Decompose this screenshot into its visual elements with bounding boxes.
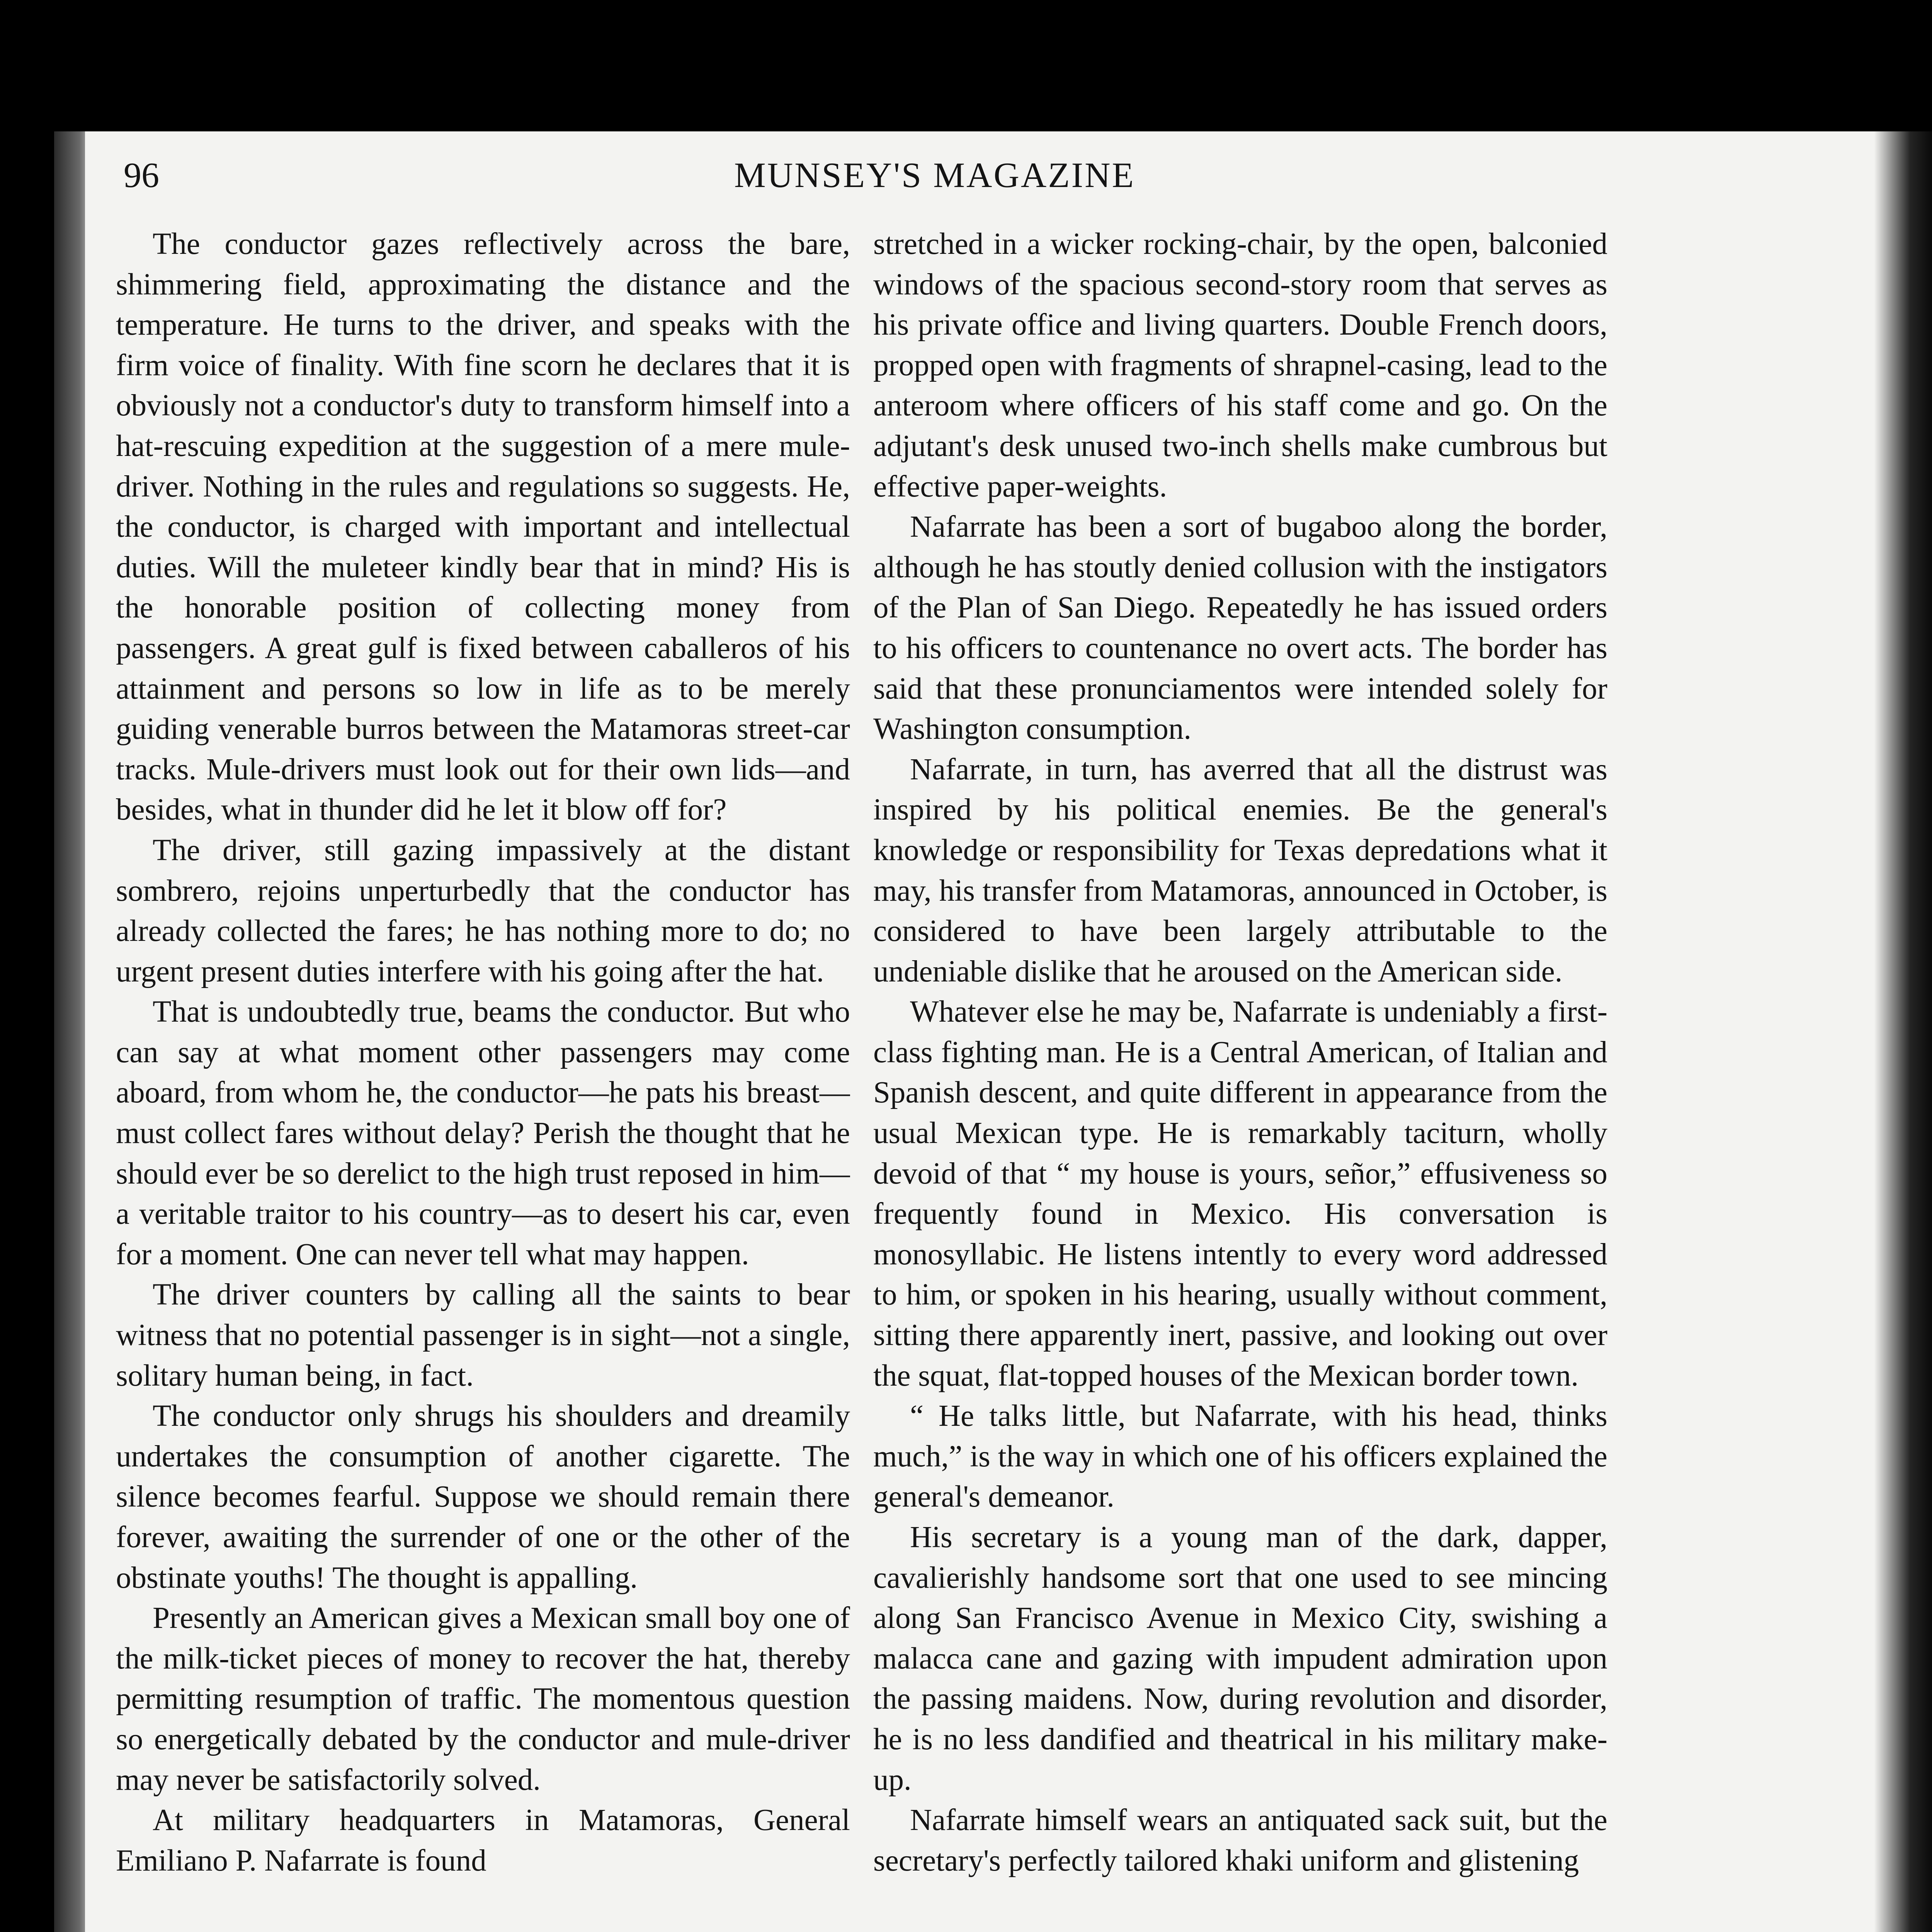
text-columns: [116, 224, 1607, 1932]
paragraph: The conductor gazes reflectively across the bare, shimmering field, approximating the distance and the temperature. He turns to the driver, and speaks with the firm voice of finality. With fine scorn he declares that it is obviously not a conductor's duty to transform himself into a hat-rescuing expedition at the suggestion of a mere mule-driver. Nothing in the rules and regulations so suggests. He, the conductor, is charged with important and intellectual duties. Will the muleteer kindly bear that in mind? His is the honorable position of collecting money from passengers. A great gulf is fixed between caballeros of his attainment and persons so low in life as to be merely guiding venerable burros between the Matamoras street-car tracks. Mule-drivers must look out for their own lids—and besides, what in thunder did he let it blow off for?: [116, 227, 850, 827]
magazine-title: MUNSEY'S MAGAZINE: [734, 155, 1135, 195]
page-number: 96: [124, 155, 159, 195]
paragraph: Nafarrate himself wears an antiquated sack suit, but the secretary's perfectly tailored khaki uniform and glistening: [873, 1803, 1607, 1878]
paragraph: Nafarrate, in turn, has averred that all the distrust was inspired by his political enemies. Be the general's knowledge or responsibility for Texas depredations what it may, his transfer from Matamoras, announced in October, is considered to have been largely attributable to the undeniable dislike that he aroused on the American side.: [873, 752, 1607, 988]
paragraph: Nafarrate has been a sort of bugaboo along the border, although he has stoutly denied collusion with the instigators of the Plan of San Diego. Repeatedly he has issued orders to his officers to countenance no overt acts. The border has said that these pronunciamentos were intended solely for Washington consumption.: [873, 510, 1607, 746]
paragraph: The driver, still gazing impassively at the distant sombrero, rejoins unperturbedly that the conductor has already collected the fares; he has nothing more to do; no urgent present duties interfere with his going after the hat.: [116, 833, 850, 988]
paragraph: “ He talks little, but Nafarrate, with his head, thinks much,” is the way in which one of his officers explained the general's demeanor.: [873, 1399, 1607, 1514]
paragraph-continued: stretched in a wicker rocking-chair, by the open, balconied windows of the spacious second-story room that serves as his private office and living quarters. Double French doors, propped open with fragments of shrapnel-casing, lead to the anteroom where officers of his staff come and go. On the adjutant's desk unused two-inch shells make cumbrous but effective paper-weights.: [873, 227, 1607, 503]
left-column: [116, 224, 850, 1932]
right-column: [873, 224, 1607, 1932]
paragraph: That is undoubtedly true, beams the conductor. But who can say at what moment other passengers may come aboard, from whom he, the conductor—he pats his breast—must collect fares without delay? Perish the thought that he should ever be so derelict to the high trust reposed in him—a veritable traitor to his country—as to desert his car, even for a moment. One can never tell what may happen.: [116, 995, 850, 1271]
paragraph: Whatever else he may be, Nafarrate is undeniably a first-class fighting man. He is a Central American, of Italian and Spanish descent, and quite different in appearance from the usual Mexican type. He is remarkably taciturn, wholly devoid of that “ my house is yours, señor,” effusiveness so frequently found in Mexico. His conversation is monosyllabic. He listens intently to every word addressed to him, or spoken in his hearing, usually without comment, sitting there apparently inert, passive, and looking out over the squat, flat-topped houses of the Mexican border town.: [873, 995, 1607, 1393]
paragraph: The conductor only shrugs his shoulders and dreamily undertakes the consumption of another cigarette. The silence becomes fearful. Suppose we should remain there forever, awaiting the surrender of one or the other of the obstinate youths! The thought is appalling.: [116, 1399, 850, 1595]
paragraph: The driver counters by calling all the saints to bear witness that no potential passenger is in sight—not a single, solitary human being, in fact.: [116, 1278, 850, 1393]
paragraph: At military headquarters in Matamoras, General Emiliano P. Nafarrate is found: [116, 1803, 850, 1878]
binding-shadow: [1874, 131, 1932, 1932]
paragraph: His secretary is a young man of the dark, dapper, cavalierishly handsome sort that one used to see mincing along San Francisco Avenue in Mexico City, swishing a malacca cane and gazing with impudent admiration upon the passing maidens. Now, during revolution and disorder, he is no less dandified and theatrical in his military make-up.: [873, 1520, 1607, 1797]
running-head: [124, 147, 1716, 205]
paragraph: Presently an American gives a Mexican small boy one of the milk-ticket pieces of money to recover the hat, thereby permitting resumption of traffic. The momentous question so energetically debated by the conductor and mule-driver may never be satisfactorily solved.: [116, 1601, 850, 1797]
